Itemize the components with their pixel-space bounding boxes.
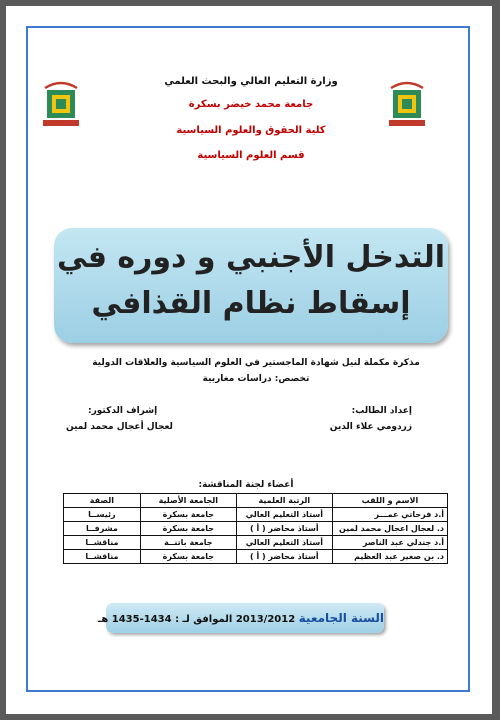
table-cell: جامعة بسكرة	[140, 522, 236, 536]
table-cell: جامعة بسكرة	[140, 550, 236, 564]
specialization: تخصص: دراسات مغاربية	[202, 374, 310, 384]
academic-year-box	[97, 603, 384, 633]
table-cell: أ.د جندلي عبد الناصر	[332, 536, 447, 550]
university-name: جامعة محمد خيضر بسكرة	[188, 99, 314, 110]
title-box	[54, 228, 448, 343]
document-page	[6, 6, 492, 714]
university-logo-left	[40, 76, 82, 130]
table-row	[64, 536, 448, 550]
table-cell: أستاذ محاضر ( أ )	[236, 550, 332, 564]
table-cell: د. لعجال اعجال محمد لمين	[332, 522, 447, 536]
committee-title: أعضاء لجنة المناقشة:	[198, 480, 294, 490]
thesis-description: مذكرة مكملة لنيل شهادة الماجستير في العلوم السياسية والعلاقات الدولية	[92, 358, 420, 368]
student-name: زردومي علاء الدين	[329, 422, 412, 432]
academic-year-text	[97, 611, 384, 625]
department-name: قسم العلوم السياسية	[197, 150, 305, 161]
column-header: الاسم و اللقب	[332, 494, 447, 508]
prepared-by-label: إعداد الطالب:	[351, 406, 412, 416]
table-row	[64, 508, 448, 522]
table-cell: مشرفــا	[64, 522, 141, 536]
committee-table	[63, 493, 448, 564]
university-logo-right	[386, 76, 428, 130]
faculty-name: كلية الحقوق والعلوم السياسية	[176, 125, 326, 136]
table-cell: أستاذ التعليم العالي	[236, 536, 332, 550]
table-cell: مناقشــا	[64, 550, 141, 564]
table-cell: مناقشــا	[64, 536, 141, 550]
table-cell: جامعة باتنــة	[140, 536, 236, 550]
column-header: الرتبة العلمية	[236, 494, 332, 508]
supervisor-name: لعجال أعجال محمد لمين	[66, 422, 173, 432]
table-cell: جامعة بسكرة	[140, 508, 236, 522]
column-header: الجامعة الأصلية	[140, 494, 236, 508]
table-cell: أستاذ التعليم العالي	[236, 508, 332, 522]
table-header-row	[64, 494, 448, 508]
ministry-name: وزارة التعليم العالي والبحث العلمي	[164, 76, 338, 87]
academic-year-label: السنة الجامعية	[298, 611, 384, 625]
table-cell: أ.د فرحاتي عمـــر	[332, 508, 447, 522]
table-cell: رئيســا	[64, 508, 141, 522]
table-cell: د. بن صغير عبد العظيم	[332, 550, 447, 564]
title-line-2: إسقاط نظام القذافي	[91, 286, 411, 321]
table-row	[64, 550, 448, 564]
table-row	[64, 522, 448, 536]
column-header: الصفة	[64, 494, 141, 508]
supervision-label: إشراف الدكتور:	[88, 406, 158, 416]
table-cell: أستاذ محاضر ( أ )	[236, 522, 332, 536]
academic-year-value: 2013/2012 الموافق لـ : 1434-1435 هـ	[97, 614, 296, 625]
title-line-1: التدخل الأجنبي و دوره في	[56, 240, 446, 275]
